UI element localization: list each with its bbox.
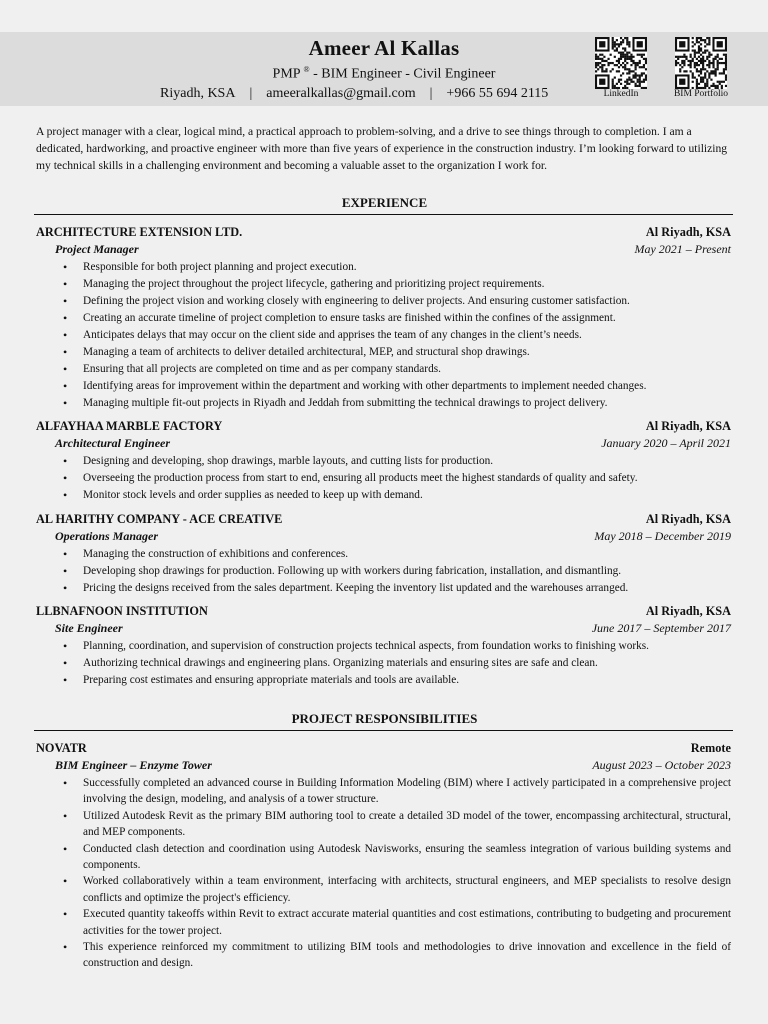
bim-portfolio-qr-label: BIM Portfolio [673, 89, 729, 99]
summary-paragraph: A project manager with a clear, logical mind, a practical approach to problem-solving, and a drive to see things through to completion. I am a dedicated, hardworking, and proactive engineer with more than five years of experience in the construction industry. I’m looking forward to utilizing my technical skills in a challenging environment and becoming a valuable asset to the organization I work for. [36, 125, 728, 172]
job-dates: May 2018 – December 2019 [594, 529, 731, 543]
bullet-item: • Developing shop drawings for production. Following up with workers during fabrication, installation, and dismantling. [36, 563, 731, 580]
job-header [36, 512, 731, 529]
job-header [36, 419, 731, 436]
job-company: LLBNAFNOON INSTITUTION [36, 604, 208, 618]
section-divider [34, 214, 733, 215]
bullet-item: • Authorizing technical drawings and engineering plans. Organizing materials and ensuring sites are safe and clean. [36, 655, 731, 672]
bullet-item: • Responsible for both project planning and project execution. [36, 259, 731, 276]
linkedin-qr-code[interactable] [595, 37, 647, 89]
job-subheader [36, 621, 731, 637]
job-subheader [36, 242, 731, 258]
bullet-item: • Defining the project vision and working closely with engineering to deliver projects. And ensuring customer satisfaction. [36, 293, 731, 310]
job-dates: January 2020 – April 2021 [601, 436, 731, 450]
bim-portfolio-qr-code[interactable] [675, 37, 727, 89]
bullet-item: • Managing a team of architects to deliver detailed architectural, MEP, and structural shop drawings. [36, 344, 731, 361]
job-location: Al Riyadh, KSA [645, 225, 731, 239]
project-location: Remote [690, 741, 731, 755]
bullet-item: • Pricing the designs received from the sales department. Keeping the inventory list updated and the warehouses arranged. [36, 580, 731, 597]
title-suffix: - BIM Engineer - Civil Engineer [309, 66, 496, 82]
bullet-item: • This experience reinforced my commitment to utilizing BIM tools and methodologies to drive innovation and excellence in the field of construction and design. [36, 939, 731, 972]
bullet-item: • Creating an accurate timeline of project completion to ensure tasks are finished within the confines of the assignment. [36, 310, 731, 327]
job-company: ARCHITECTURE EXTENSION LTD. [36, 225, 243, 239]
job-location: Al Riyadh, KSA [645, 604, 731, 618]
location-text: Riyadh, KSA [160, 86, 236, 101]
bullet-item: • Managing the project throughout the project lifecycle, gathering and prioritizing project requirements. [36, 276, 731, 293]
qr-pattern [675, 37, 727, 89]
job-bullet-list [36, 259, 731, 412]
job-subheader [36, 529, 731, 545]
job-company: ALFAYHAA MARBLE FACTORY [36, 419, 223, 433]
experience-heading: EXPERIENCE [341, 195, 428, 210]
title-prefix: PMP [272, 66, 301, 82]
job-location: Al Riyadh, KSA [645, 419, 731, 433]
project-dates: August 2023 – October 2023 [592, 758, 731, 772]
section-divider [34, 730, 733, 731]
job-bullet-list [36, 546, 731, 597]
phone-text: +966 55 694 2115 [446, 86, 549, 101]
bullet-item: • Worked collaboratively within a team environment, interfacing with architects, structural engineers, and MEP specialists to resolve design conflicts and optimize the project's efficiency. [36, 873, 731, 906]
project-responsibilities-heading: PROJECT RESPONSIBILITIES [291, 711, 478, 726]
project-entry [36, 741, 731, 972]
job-entry [36, 419, 731, 504]
job-header [36, 604, 731, 621]
bullet-item: • Identifying areas for improvement within the department and working with other departments to implement needed changes. [36, 378, 731, 395]
bullet-item: • Conducted clash detection and coordination using Autodesk Navisworks, ensuring the seamless integration of various building systems and components. [36, 841, 731, 874]
project-role: BIM Engineer – Enzyme Tower [55, 758, 212, 772]
bullet-item: • Managing the construction of exhibitions and conferences. [36, 546, 731, 563]
bullet-item: • Designing and developing, shop drawings, marble layouts, and cutting lists for production. [36, 453, 731, 470]
bullet-item: • Overseeing the production process from start to end, ensuring all products meet the highest standards of quality and safety. [36, 470, 731, 487]
separator: | [249, 86, 253, 101]
job-role: Architectural Engineer [55, 436, 171, 450]
job-subheader [36, 436, 731, 452]
qr-pattern [595, 37, 647, 89]
job-location: Al Riyadh, KSA [645, 512, 731, 526]
job-entry [36, 604, 731, 689]
bullet-item: • Executed quantity takeoffs within Revit to extract accurate material quantities and cost estimations, contributing to budgeting and procurement activities for the tower project. [36, 906, 731, 939]
bullet-item: • Anticipates delays that may occur on the client side and apprises the team of any changes in the client’s needs. [36, 327, 731, 344]
candidate-title [0, 65, 768, 83]
email-link[interactable]: ameeralkallas@gmail.com [266, 86, 416, 101]
job-entry [36, 225, 731, 412]
project-company: NOVATR [36, 741, 87, 755]
bullet-item: • Successfully completed an advanced course in Building Information Modeling (BIM) where I actively participated in a comprehensive project involving the design, modeling, and analysis of a tower structure. [36, 775, 731, 808]
registered-mark: ® [303, 65, 310, 74]
separator: | [429, 86, 433, 101]
bullet-item: • Ensuring that all projects are completed on time and as per company standards. [36, 361, 731, 378]
job-role: Site Engineer [55, 621, 123, 635]
bullet-item: • Preparing cost estimates and ensuring appropriate materials and tools are available. [36, 672, 731, 689]
job-entry [36, 512, 731, 597]
job-bullet-list [36, 453, 731, 504]
job-role: Operations Manager [55, 529, 159, 543]
bullet-item: • Monitor stock levels and order supplies as needed to keep up with demand. [36, 487, 731, 504]
bullet-item: • Planning, coordination, and supervision of construction projects technical aspects, from foundation works to finishing works. [36, 638, 731, 655]
linkedin-qr-label: LinkedIn [603, 89, 639, 99]
project-subheader [36, 758, 731, 774]
project-bullet-list [36, 775, 731, 972]
job-dates: June 2017 – September 2017 [591, 621, 731, 635]
job-bullet-list [36, 638, 731, 689]
bullet-item: • Managing multiple fit-out projects in Riyadh and Jeddah from submitting the technical drawings to project delivery. [36, 395, 731, 412]
job-header [36, 225, 731, 242]
job-dates: May 2021 – Present [634, 242, 731, 256]
contact-line [160, 86, 548, 102]
candidate-name: Ameer Al Kallas [308, 36, 460, 60]
project-header [36, 741, 731, 758]
job-role: Project Manager [55, 242, 139, 256]
job-company: AL HARITHY COMPANY - ACE CREATIVE [36, 512, 283, 526]
bullet-item: • Utilized Autodesk Revit as the primary BIM authoring tool to create a detailed 3D model of the tower, encompassing architectural, structural, and MEP components. [36, 808, 731, 841]
